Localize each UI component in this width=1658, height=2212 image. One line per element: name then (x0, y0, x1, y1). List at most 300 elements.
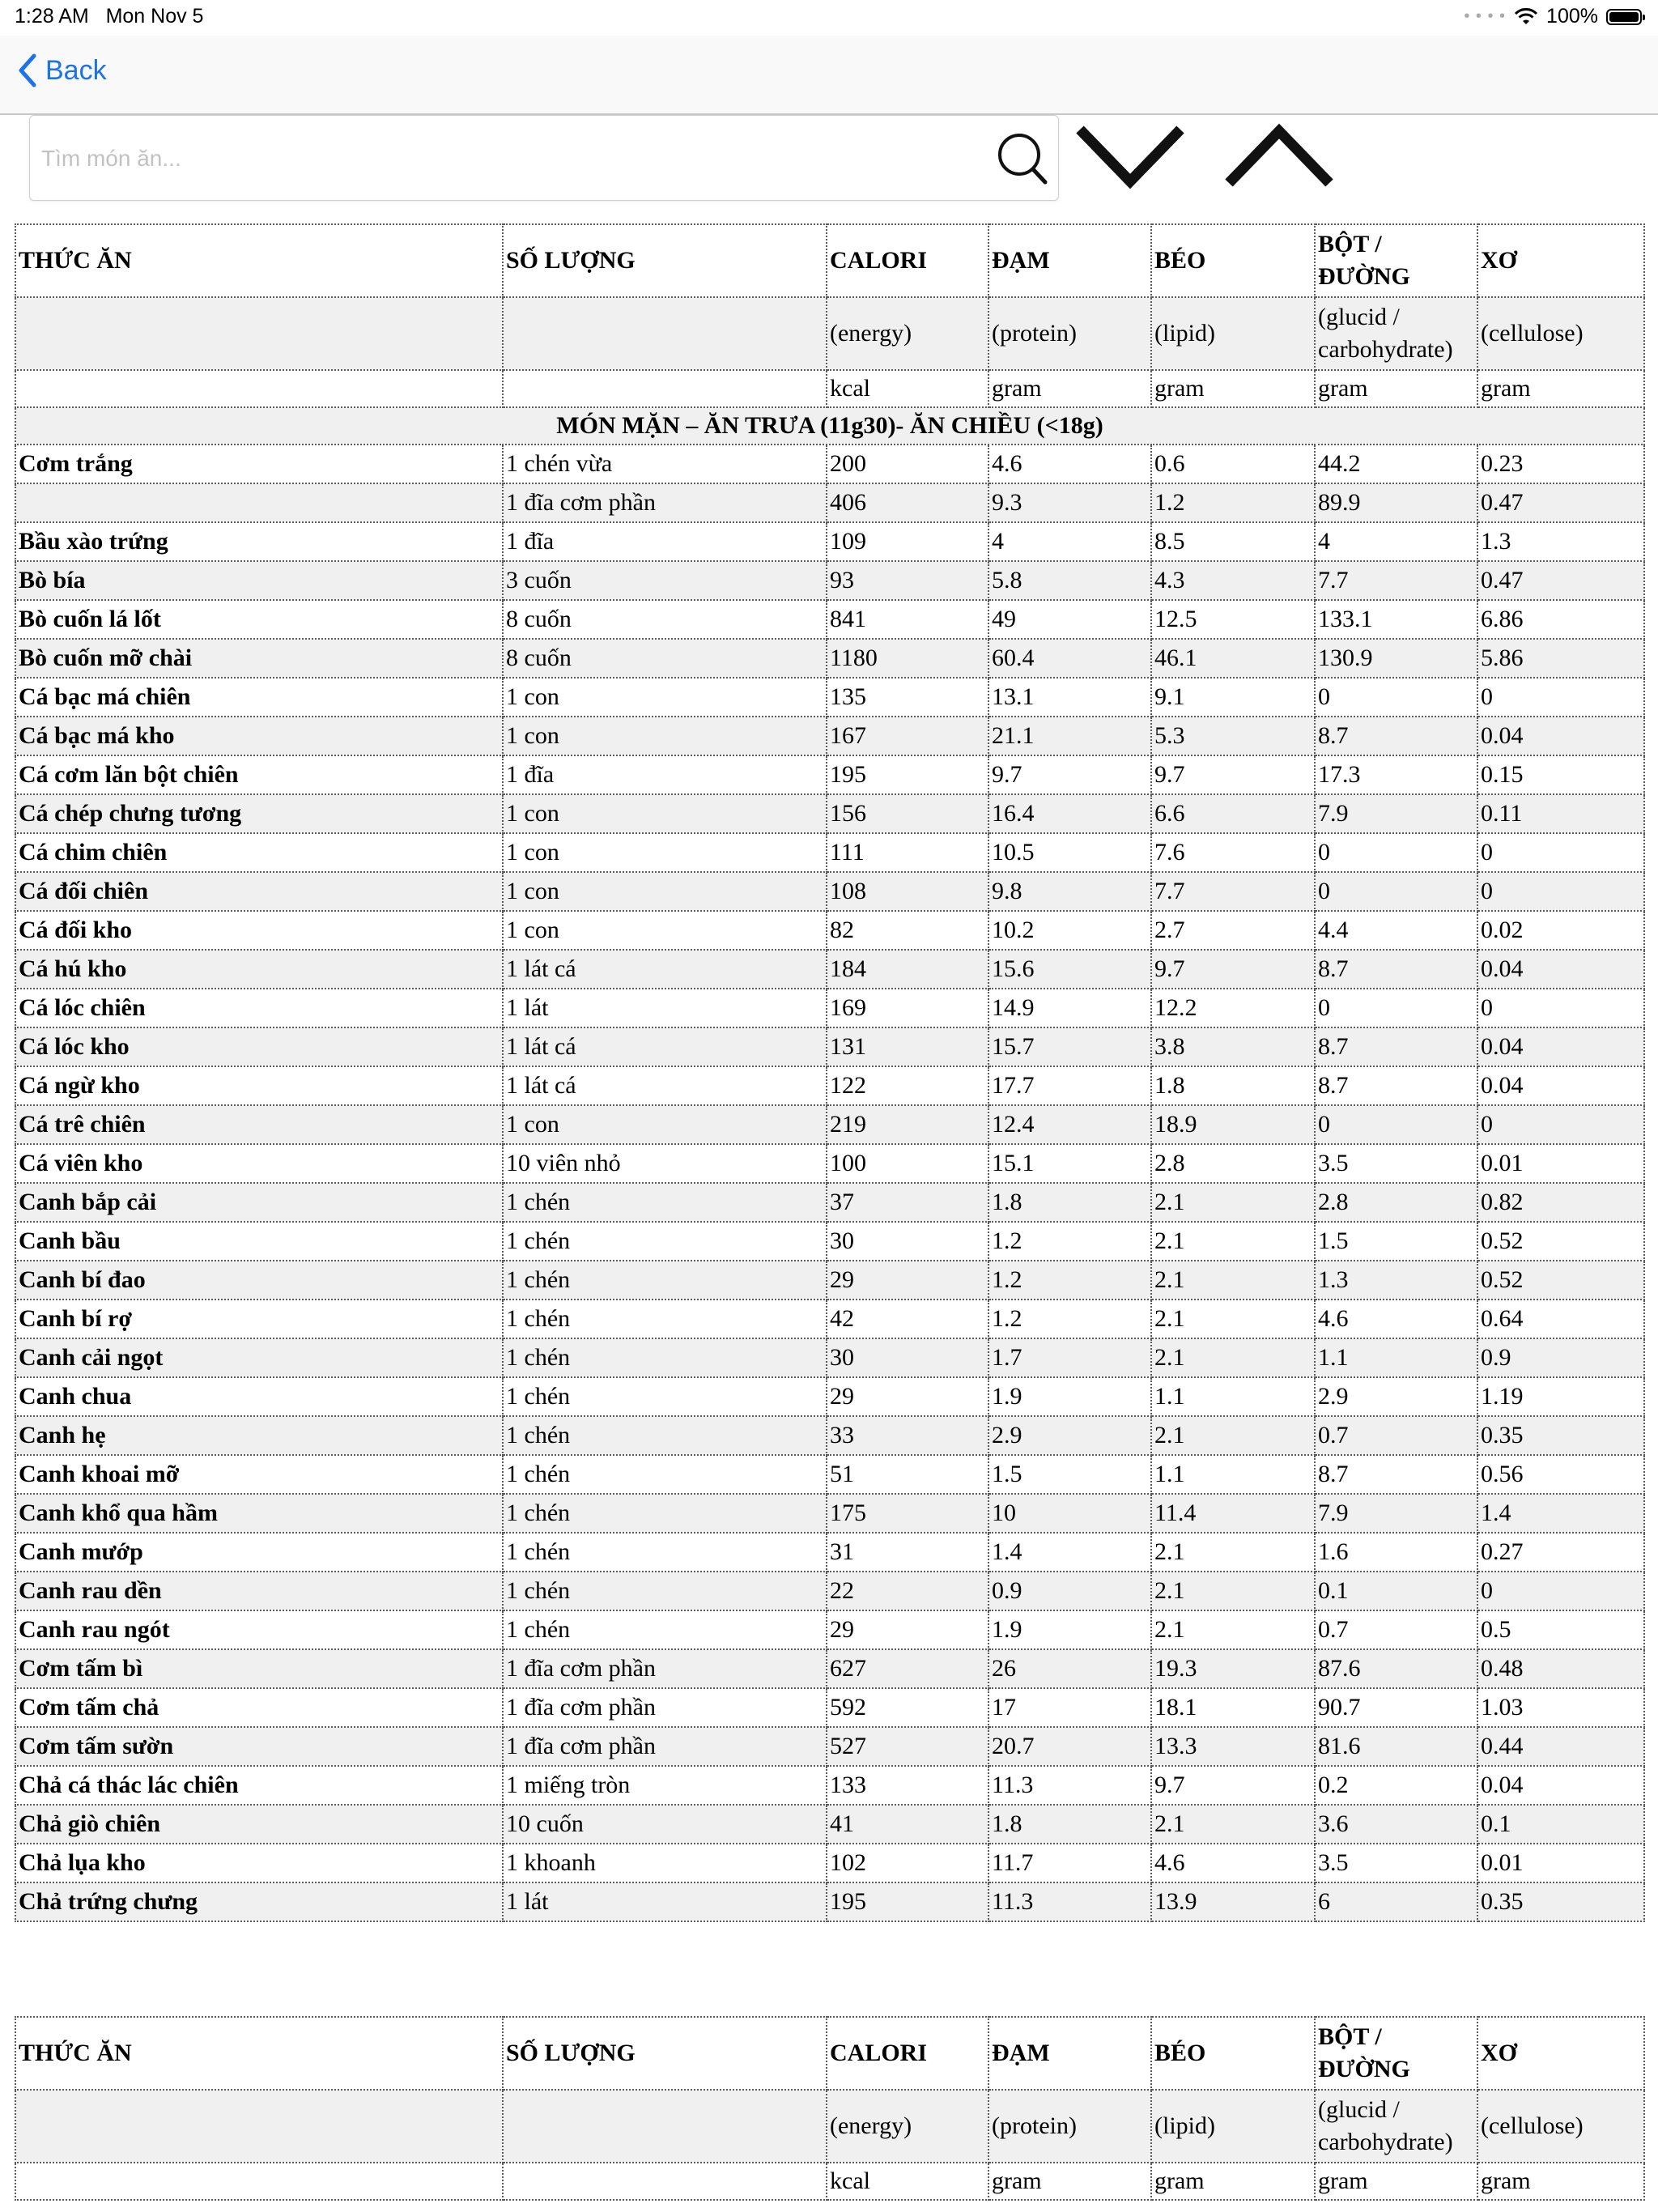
unit-protein: gram (988, 370, 1151, 407)
subheader-carb: (glucid / carbohydrate) (1315, 2090, 1477, 2163)
cell-calories: 184 (827, 950, 988, 989)
table-row (15, 1844, 1644, 1882)
cell-quantity: 1 đĩa (503, 522, 827, 561)
cell-fiber: 0.04 (1477, 1766, 1644, 1805)
cell-calories: 195 (827, 755, 988, 794)
status-time: 1:28 AM Mon Nov 5 (15, 5, 204, 28)
table-row (15, 833, 1644, 872)
cell-fiber: 0.9 (1477, 1338, 1644, 1377)
cell-protein: 2.9 (988, 1416, 1151, 1455)
cell-fat: 4.3 (1151, 561, 1315, 600)
cell-carb: 3.5 (1315, 1144, 1477, 1183)
cell-carb: 0 (1315, 678, 1477, 717)
food-nutrition-table-2 (15, 2016, 1645, 2201)
table-row (15, 1610, 1644, 1649)
header-fiber: XƠ (1477, 2017, 1644, 2090)
cell-food-name: Canh cải ngọt (15, 1338, 503, 1377)
cell-quantity: 1 chén (503, 1261, 827, 1300)
cell-fiber: 0.35 (1477, 1882, 1644, 1921)
cell-food-name: Cá cơm lăn bột chiên (15, 755, 503, 794)
cell-fat: 2.1 (1151, 1805, 1315, 1844)
cell-quantity: 1 chén (503, 1455, 827, 1494)
cell-food-name: Bò cuốn lá lốt (15, 600, 503, 639)
cell-quantity: 1 đĩa cơm phần (503, 1727, 827, 1766)
cell-fiber: 0.04 (1477, 950, 1644, 989)
cell-protein: 13.1 (988, 678, 1151, 717)
cell-food-name: Canh bắp cải (15, 1183, 503, 1222)
cell-fiber: 0.27 (1477, 1533, 1644, 1572)
table-row (15, 1222, 1644, 1261)
cell-fiber: 0 (1477, 833, 1644, 872)
cell-calories: 200 (827, 445, 988, 483)
cell-calories: 195 (827, 1882, 988, 1921)
cell-food-name: Chả lụa kho (15, 1844, 503, 1882)
cell-carb: 8.7 (1315, 1066, 1477, 1105)
cell-fat: 9.7 (1151, 755, 1315, 794)
cell-fiber: 0.52 (1477, 1222, 1644, 1261)
cell-fat: 8.5 (1151, 522, 1315, 561)
cell-carb: 44.2 (1315, 445, 1477, 483)
cell-calories: 29 (827, 1261, 988, 1300)
unit-carb: gram (1315, 2163, 1477, 2200)
cell-quantity: 8 cuốn (503, 600, 827, 639)
table-row (15, 678, 1644, 717)
cell-calories: 111 (827, 833, 988, 872)
cell-carb: 2.9 (1315, 1377, 1477, 1416)
battery-percent: 100% (1546, 5, 1598, 28)
cell-fiber: 0.64 (1477, 1300, 1644, 1338)
cell-food-name: Cá hú kho (15, 950, 503, 989)
header-fiber: XƠ (1477, 224, 1644, 297)
unit-fiber: gram (1477, 370, 1644, 407)
cell-fiber: 0 (1477, 1572, 1644, 1610)
cell-protein: 4 (988, 522, 1151, 561)
cell-calories: 29 (827, 1610, 988, 1649)
cell-quantity: 1 chén (503, 1183, 827, 1222)
cell-calories: 42 (827, 1300, 988, 1338)
cell-quantity: 8 cuốn (503, 639, 827, 678)
cell-protein: 1.5 (988, 1455, 1151, 1494)
battery-icon (1606, 9, 1642, 25)
cell-quantity: 1 lát (503, 989, 827, 1027)
cell-protein: 1.8 (988, 1805, 1151, 1844)
cell-protein: 60.4 (988, 639, 1151, 678)
subheader-protein: (protein) (988, 2090, 1151, 2163)
cell-protein: 17.7 (988, 1066, 1151, 1105)
cell-protein: 11.3 (988, 1882, 1151, 1921)
cell-fiber: 1.19 (1477, 1377, 1644, 1416)
cell-fat: 2.1 (1151, 1261, 1315, 1300)
cell-protein: 12.4 (988, 1105, 1151, 1144)
cell-carb: 6 (1315, 1882, 1477, 1921)
cell-fat: 2.1 (1151, 1610, 1315, 1649)
cell-carb: 0 (1315, 989, 1477, 1027)
table-row (15, 1338, 1644, 1377)
cell-food-name: Cá chim chiên (15, 833, 503, 872)
cell-calories: 41 (827, 1805, 988, 1844)
cell-quantity: 1 con (503, 833, 827, 872)
cell-quantity: 1 lát cá (503, 950, 827, 989)
cell-carb: 0 (1315, 833, 1477, 872)
search-box (29, 115, 1059, 201)
cell-protein: 1.4 (988, 1533, 1151, 1572)
cell-fat: 4.6 (1151, 1844, 1315, 1882)
cell-quantity: 1 khoanh (503, 1844, 827, 1882)
cell-carb: 8.7 (1315, 1027, 1477, 1066)
cell-food-name: Cá trê chiên (15, 1105, 503, 1144)
cell-quantity: 1 chén (503, 1338, 827, 1377)
cell-calories: 592 (827, 1688, 988, 1727)
cell-fiber: 1.4 (1477, 1494, 1644, 1533)
cell-protein: 49 (988, 600, 1151, 639)
cell-food-name (15, 483, 503, 522)
cell-food-name: Cá bạc má chiên (15, 678, 503, 717)
table-row (15, 794, 1644, 833)
food-nutrition-table (15, 223, 1645, 1922)
cell-carb: 1.3 (1315, 1261, 1477, 1300)
cell-food-name: Canh bí đao (15, 1261, 503, 1300)
table-row (15, 522, 1644, 561)
cell-fiber: 6.86 (1477, 600, 1644, 639)
cell-protein: 15.7 (988, 1027, 1151, 1066)
cell-fiber: 0.15 (1477, 755, 1644, 794)
cell-fiber: 0.82 (1477, 1183, 1644, 1222)
table-row (15, 1183, 1644, 1222)
cell-food-name: Bầu xào trứng (15, 522, 503, 561)
cell-food-name: Cơm trắng (15, 445, 503, 483)
cell-protein: 9.7 (988, 755, 1151, 794)
cell-fat: 12.2 (1151, 989, 1315, 1027)
cell-fat: 13.9 (1151, 1882, 1315, 1921)
cell-quantity: 1 đĩa cơm phần (503, 483, 827, 522)
cell-food-name: Cá lóc kho (15, 1027, 503, 1066)
cell-quantity: 1 con (503, 872, 827, 911)
cell-protein: 1.9 (988, 1610, 1151, 1649)
cell-food-name: Canh chua (15, 1377, 503, 1416)
unit-fiber: gram (1477, 2163, 1644, 2200)
cell-food-name: Canh mướp (15, 1533, 503, 1572)
cell-protein: 10.2 (988, 911, 1151, 950)
table-row (15, 600, 1644, 639)
cell-food-name: Cá ngừ kho (15, 1066, 503, 1105)
section-title: MÓN MẶN – ĂN TRƯA (11g30)- ĂN CHIỀU (<18g) (15, 407, 1644, 445)
cell-fiber: 0 (1477, 678, 1644, 717)
cell-calories: 527 (827, 1727, 988, 1766)
cell-fat: 12.5 (1151, 600, 1315, 639)
cell-fat: 2.1 (1151, 1572, 1315, 1610)
cell-carb: 8.7 (1315, 950, 1477, 989)
header-carb: BỘT / ĐƯỜNG (1315, 224, 1477, 297)
table-row (15, 911, 1644, 950)
cell-calories: 169 (827, 989, 988, 1027)
cell-carb: 3.6 (1315, 1805, 1477, 1844)
table-unit-row (15, 370, 1644, 407)
cell-quantity: 1 đĩa cơm phần (503, 1649, 827, 1688)
header-calories: CALORI (827, 224, 988, 297)
cell-protein: 1.9 (988, 1377, 1151, 1416)
cell-calories: 22 (827, 1572, 988, 1610)
cell-quantity: 1 lát (503, 1882, 827, 1921)
cell-fiber: 0.47 (1477, 483, 1644, 522)
cell-protein: 15.1 (988, 1144, 1151, 1183)
cell-fat: 11.4 (1151, 1494, 1315, 1533)
cell-carb: 1.5 (1315, 1222, 1477, 1261)
cell-carb: 7.9 (1315, 1494, 1477, 1533)
cell-fiber: 0.52 (1477, 1261, 1644, 1300)
cell-food-name: Bò cuốn mỡ chài (15, 639, 503, 678)
cell-carb: 0.2 (1315, 1766, 1477, 1805)
cell-food-name: Cá bạc má kho (15, 717, 503, 755)
table-header-row (15, 2017, 1644, 2090)
cell-carb: 81.6 (1315, 1727, 1477, 1766)
cell-fat: 2.7 (1151, 911, 1315, 950)
cell-quantity: 1 con (503, 717, 827, 755)
cell-carb: 0.7 (1315, 1610, 1477, 1649)
cell-food-name: Canh bầu (15, 1222, 503, 1261)
navigation-bar (0, 36, 1658, 115)
cell-carb: 8.7 (1315, 1455, 1477, 1494)
cell-food-name: Canh hẹ (15, 1416, 503, 1455)
cell-quantity: 1 chén (503, 1416, 827, 1455)
cell-quantity: 1 chén (503, 1610, 827, 1649)
section-row (15, 407, 1644, 445)
cell-quantity: 1 con (503, 911, 827, 950)
cell-fiber: 0.01 (1477, 1844, 1644, 1882)
header-food: THỨC ĂN (15, 224, 503, 297)
cell-protein: 4.6 (988, 445, 1151, 483)
cell-calories: 167 (827, 717, 988, 755)
search-icon (985, 124, 1058, 194)
cell-fat: 2.1 (1151, 1416, 1315, 1455)
chevron-left-icon (18, 53, 37, 87)
cell-fat: 19.3 (1151, 1649, 1315, 1688)
subheader-carb: (glucid / carbohydrate) (1315, 297, 1477, 370)
table-row (15, 1066, 1644, 1105)
cell-quantity: 10 cuốn (503, 1805, 827, 1844)
table-row (15, 1261, 1644, 1300)
cell-quantity: 1 con (503, 678, 827, 717)
cell-carb: 133.1 (1315, 600, 1477, 639)
table-row (15, 1105, 1644, 1144)
cell-quantity: 1 chén (503, 1222, 827, 1261)
cell-fiber: 0.04 (1477, 1027, 1644, 1066)
table-subheader-row (15, 2090, 1644, 2163)
table-row (15, 639, 1644, 678)
cell-calories: 30 (827, 1222, 988, 1261)
header-quantity: SỐ LƯỢNG (503, 2017, 827, 2090)
cell-fat: 2.1 (1151, 1300, 1315, 1338)
cell-carb: 130.9 (1315, 639, 1477, 678)
cell-fiber: 0.44 (1477, 1727, 1644, 1766)
cell-quantity: 1 con (503, 1105, 827, 1144)
table-row (15, 561, 1644, 600)
cell-protein: 11.3 (988, 1766, 1151, 1805)
cell-calories: 1180 (827, 639, 988, 678)
cell-food-name: Chả trứng chưng (15, 1882, 503, 1921)
table-row (15, 1727, 1644, 1766)
table-row (15, 1572, 1644, 1610)
cell-food-name: Cá lóc chiên (15, 989, 503, 1027)
subheader-fat: (lipid) (1151, 297, 1315, 370)
cell-calories: 51 (827, 1455, 988, 1494)
chevron-up-icon (1222, 120, 1336, 193)
cell-carb: 87.6 (1315, 1649, 1477, 1688)
cell-protein: 14.9 (988, 989, 1151, 1027)
cell-fat: 2.8 (1151, 1144, 1315, 1183)
table-row (15, 1533, 1644, 1572)
cell-food-name: Cơm tấm sườn (15, 1727, 503, 1766)
search-input[interactable] (40, 116, 966, 202)
table-row (15, 717, 1644, 755)
cell-fat: 46.1 (1151, 639, 1315, 678)
cell-protein: 1.2 (988, 1300, 1151, 1338)
status-right (1464, 5, 1642, 28)
cell-fiber: 0.47 (1477, 561, 1644, 600)
cell-calories: 175 (827, 1494, 988, 1533)
cell-fiber: 0.04 (1477, 1066, 1644, 1105)
cell-fat: 7.6 (1151, 833, 1315, 872)
cell-carb: 1.6 (1315, 1533, 1477, 1572)
cell-fiber: 1.03 (1477, 1688, 1644, 1727)
cell-carb: 4 (1315, 522, 1477, 561)
cell-protein: 20.7 (988, 1727, 1151, 1766)
cell-food-name: Cơm tấm chả (15, 1688, 503, 1727)
cell-carb: 90.7 (1315, 1688, 1477, 1727)
cell-protein: 9.8 (988, 872, 1151, 911)
cell-food-name: Bò bía (15, 561, 503, 600)
cell-quantity: 1 con (503, 794, 827, 833)
cell-protein: 11.7 (988, 1844, 1151, 1882)
cell-carb: 4.4 (1315, 911, 1477, 950)
unit-calories: kcal (827, 2163, 988, 2200)
cell-fiber: 0.1 (1477, 1805, 1644, 1844)
cell-calories: 156 (827, 794, 988, 833)
cell-protein: 10 (988, 1494, 1151, 1533)
cell-protein: 21.1 (988, 717, 1151, 755)
cell-fiber: 0 (1477, 1105, 1644, 1144)
cell-food-name: Canh rau ngót (15, 1610, 503, 1649)
cell-fiber: 0.01 (1477, 1144, 1644, 1183)
table-row (15, 1688, 1644, 1727)
cell-quantity: 1 đĩa (503, 755, 827, 794)
cell-fat: 5.3 (1151, 717, 1315, 755)
cell-calories: 627 (827, 1649, 988, 1688)
cell-calories: 122 (827, 1066, 988, 1105)
header-fat: BÉO (1151, 224, 1315, 297)
cell-fiber: 0.48 (1477, 1649, 1644, 1688)
cell-carb: 0.7 (1315, 1416, 1477, 1455)
cell-protein: 10.5 (988, 833, 1151, 872)
cell-fiber: 0.02 (1477, 911, 1644, 950)
cell-fat: 18.9 (1151, 1105, 1315, 1144)
cell-calories: 135 (827, 678, 988, 717)
cell-calories: 131 (827, 1027, 988, 1066)
cell-fat: 0.6 (1151, 445, 1315, 483)
cell-fiber: 0 (1477, 989, 1644, 1027)
cell-food-name: Cá viên kho (15, 1144, 503, 1183)
cell-fiber: 0.35 (1477, 1416, 1644, 1455)
header-food: THỨC ĂN (15, 2017, 503, 2090)
table-row (15, 1455, 1644, 1494)
header-protein: ĐẠM (988, 224, 1151, 297)
table-row (15, 1027, 1644, 1066)
cell-food-name: Chả giò chiên (15, 1805, 503, 1844)
cell-fiber: 5.86 (1477, 639, 1644, 678)
cell-calories: 93 (827, 561, 988, 600)
table-row (15, 1494, 1644, 1533)
cell-carb: 17.3 (1315, 755, 1477, 794)
table-row (15, 1300, 1644, 1338)
cell-carb: 7.7 (1315, 561, 1477, 600)
cell-quantity: 1 chén vừa (503, 445, 827, 483)
table-header-row (15, 224, 1644, 297)
status-bar (0, 0, 1658, 36)
back-label: Back (45, 54, 107, 86)
subheader-fat: (lipid) (1151, 2090, 1315, 2163)
cell-fiber: 0.23 (1477, 445, 1644, 483)
cell-calories: 29 (827, 1377, 988, 1416)
cell-calories: 33 (827, 1416, 988, 1455)
cell-fat: 2.1 (1151, 1222, 1315, 1261)
cell-calories: 108 (827, 872, 988, 911)
cell-fat: 7.7 (1151, 872, 1315, 911)
cell-fiber: 0.04 (1477, 717, 1644, 755)
cell-protein: 16.4 (988, 794, 1151, 833)
table-row (15, 755, 1644, 794)
cell-carb: 4.6 (1315, 1300, 1477, 1338)
cell-protein: 1.2 (988, 1261, 1151, 1300)
back-button[interactable] (18, 53, 107, 87)
cell-fat: 6.6 (1151, 794, 1315, 833)
cell-carb: 0.1 (1315, 1572, 1477, 1610)
table-row (15, 1377, 1644, 1416)
cell-food-name: Canh rau dền (15, 1572, 503, 1610)
cell-fat: 2.1 (1151, 1533, 1315, 1572)
unit-carb: gram (1315, 370, 1477, 407)
table-row (15, 1144, 1644, 1183)
cell-carb: 0 (1315, 1105, 1477, 1144)
cell-calories: 37 (827, 1183, 988, 1222)
cell-calories: 100 (827, 1144, 988, 1183)
cell-fat: 1.1 (1151, 1455, 1315, 1494)
cell-carb: 2.8 (1315, 1183, 1477, 1222)
cell-carb: 3.5 (1315, 1844, 1477, 1882)
table-subheader-row (15, 297, 1644, 370)
cell-quantity: 1 chén (503, 1494, 827, 1533)
cell-food-name: Cơm tấm bì (15, 1649, 503, 1688)
cell-fat: 13.3 (1151, 1727, 1315, 1766)
search-button[interactable] (985, 124, 1058, 194)
header-calories: CALORI (827, 2017, 988, 2090)
table-row (15, 1649, 1644, 1688)
cell-fiber: 1.3 (1477, 522, 1644, 561)
cell-protein: 1.8 (988, 1183, 1151, 1222)
cell-quantity: 1 chén (503, 1533, 827, 1572)
scroll-up-button[interactable] (1222, 120, 1336, 197)
cell-calories: 133 (827, 1766, 988, 1805)
table-row (15, 1805, 1644, 1844)
table-row (15, 483, 1644, 522)
cell-quantity: 1 lát cá (503, 1027, 827, 1066)
table-unit-row (15, 2163, 1644, 2200)
scroll-down-button[interactable] (1073, 120, 1187, 197)
cell-quantity: 1 đĩa cơm phần (503, 1688, 827, 1727)
cell-carb: 0 (1315, 872, 1477, 911)
cell-protein: 26 (988, 1649, 1151, 1688)
cell-protein: 17 (988, 1688, 1151, 1727)
cell-carb: 89.9 (1315, 483, 1477, 522)
cell-quantity: 1 lát cá (503, 1066, 827, 1105)
